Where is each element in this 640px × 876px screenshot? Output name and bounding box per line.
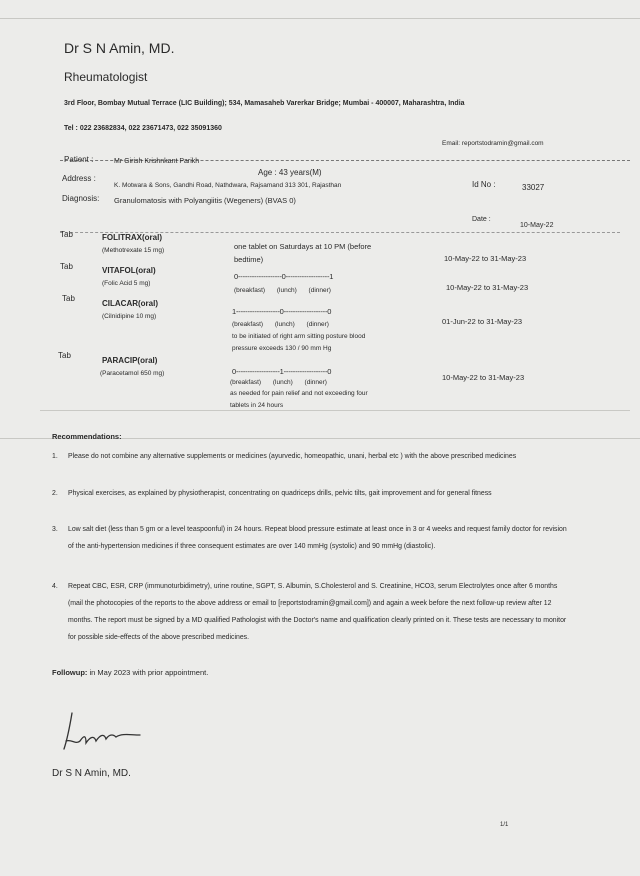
doctor-name: Dr S N Amin, MD. — [64, 40, 175, 56]
doctor-specialty: Rheumatologist — [64, 70, 148, 84]
patient-label: Patient : — [64, 155, 94, 164]
recommendations-title: Recommendations: — [52, 432, 122, 441]
recommendation-number: 1. — [52, 453, 58, 460]
recommendation-item — [52, 485, 568, 502]
patient-address: K. Motwara & Sons, Gandhi Road, Nathdwara, Rajsamand 313 301, Rajasthan — [114, 182, 342, 189]
dose-note: tablets in 24 hours — [230, 402, 284, 409]
clinic-address: 3rd Floor, Bombay Mutual Terrace (LIC Building); 534, Mamasaheb Varerkar Bridge; Mumbai - 400007, Maharashtra, India — [64, 100, 465, 107]
meal-times: (breakfast) (lunch) (dinner) — [234, 287, 331, 294]
prescription-bottom-rule — [40, 410, 630, 411]
recommendation-text: Physical exercises, as explained by physiotherapist, concentrating on quadriceps drills, pelvic tilts, gait improvement and for general fitness — [68, 490, 492, 497]
patient-id-label: Id No : — [472, 180, 496, 189]
dose-note: as needed for pain relief and not exceeding four — [230, 390, 368, 397]
recommendation-number: 4. — [52, 583, 58, 590]
dosage-form: Tab — [58, 351, 71, 360]
drug-name: VITAFOL(oral) — [102, 266, 156, 275]
dose-schedule: 0-------------------1-------------------0 — [232, 367, 332, 376]
dose-note: to be initiated of right arm sitting posture blood — [232, 333, 366, 340]
diagnosis-label: Diagnosis: — [62, 194, 100, 203]
drug-strength: (Cilnidipine 10 mg) — [102, 313, 157, 320]
treatment-period: 10-May-22 to 31-May-23 — [444, 254, 527, 263]
meal-times: (breakfast) (lunch) (dinner) — [232, 321, 329, 328]
drug-strength: (Folic Acid 5 mg) — [102, 280, 151, 287]
followup — [52, 668, 208, 677]
recommendation-number: 2. — [52, 490, 58, 497]
paper-crease — [0, 18, 640, 19]
drug-name: FOLITRAX(oral) — [102, 233, 162, 242]
treatment-period: 10-May-22 to 31-May-23 — [442, 373, 525, 382]
drug-strength: (Methotrexate 15 mg) — [102, 247, 165, 254]
recommendation-item — [52, 448, 568, 465]
clinic-email: Email: reportstodramin@gmail.com — [442, 140, 544, 147]
recommendation-text: Repeat CBC, ESR, CRP (immunoturbidimetry), urine routine, SGPT, S. Albumin, S.Cholesterol and S. Creatinine, HCO3, serum Electrolytes once after 6 months (mail the photocopies of the reports to the above address or email to [reportstodramin@gmail.com]) and again a week before the next follow-up review after 12 months. The report must be signed by a MD qualified Pathologist with the Doctor's name and qualification clearly printed on it. These tests are necessary to monitor for possible side-effects of the above prescribed medicines. — [68, 583, 567, 641]
drug-name: CILACAR(oral) — [102, 299, 158, 308]
signatory-name: Dr S N Amin, MD. — [52, 768, 131, 779]
meal-times: (breakfast) (lunch) (dinner) — [230, 379, 327, 386]
recommendation-item — [52, 578, 568, 646]
dosage-form: Tab — [60, 262, 73, 271]
dose-instruction: one tablet on Saturdays at 10 PM (before — [234, 242, 372, 251]
date-label: Date : — [472, 216, 491, 223]
treatment-period: 10-May-22 to 31-May-23 — [446, 283, 529, 292]
diagnosis: Granulomatosis with Polyangiitis (Wegeners) (BVAS 0) — [114, 196, 296, 205]
dosage-form: Tab — [62, 294, 75, 303]
followup-label: Followup: — [52, 668, 88, 677]
patient-age: Age : 43 years(M) — [258, 168, 322, 177]
dosage-form: Tab — [60, 230, 73, 239]
dose-schedule: 1-------------------0-------------------0 — [232, 307, 332, 316]
page-number: 1/1 — [500, 822, 509, 828]
recommendation-text: Please do not combine any alternative supplements or medicines (ayurvedic, homeopathic, unani, herbal etc ) with the above prescribed medicines — [68, 453, 517, 460]
drug-name: PARACIP(oral) — [102, 356, 158, 365]
address-label: Address : — [62, 174, 96, 183]
recommendation-text: Low salt diet (less than 5 gm or a level teaspoonful) in 24 hours. Repeat blood pressure estimate at least once in 3 or 4 weeks and request family doctor for revision of the anti-hypertension medicines if three consequent estimates are over 140 mmHg (systolic) and 90 mmHg (diastolic). — [68, 526, 567, 550]
recommendation-number: 3. — [52, 526, 58, 533]
treatment-period: 01-Jun-22 to 31-May-23 — [442, 317, 523, 326]
dose-instruction: bedtime) — [234, 255, 264, 264]
dose-schedule: 0-------------------0-------------------1 — [234, 272, 334, 281]
patient-id: 33027 — [522, 183, 545, 192]
patient-name: Mr Girish Krishnkant Parikh — [114, 158, 200, 165]
clinic-phone: Tel : 022 23682834, 022 23671473, 022 35091360 — [64, 125, 222, 132]
dose-note: pressure exceeds 130 / 90 mm Hg — [232, 345, 332, 352]
drug-strength: (Paracetamol 650 mg) — [100, 370, 165, 377]
handwritten-signature — [60, 705, 150, 755]
followup-text: in May 2023 with prior appointment. — [89, 668, 209, 677]
recommendation-item — [52, 521, 568, 555]
prescription-date: 10-May-22 — [520, 222, 554, 229]
